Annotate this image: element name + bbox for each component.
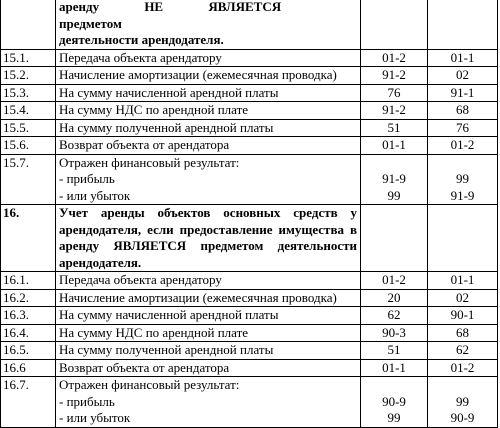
- section-header-continuation: [1, 0, 498, 49]
- entry-debit: 51: [361, 342, 428, 360]
- section-header-row: [1, 205, 498, 272]
- entry-description: Возврат объекта от арендатора: [56, 137, 361, 155]
- entry-row: [1, 272, 498, 290]
- entry-number: 15.2.: [1, 67, 56, 85]
- entry-row: [1, 84, 498, 102]
- entry-description: На сумму НДС по арендной плате: [56, 324, 361, 342]
- result-loss-credit: 91-9: [450, 187, 475, 203]
- result-profit-debit: 91-9: [382, 171, 406, 186]
- entry-description: На сумму полученной арендной платы: [56, 342, 361, 360]
- blank-line: [431, 155, 494, 172]
- entry-row: [1, 307, 498, 325]
- entry-description: [56, 154, 361, 205]
- entry-number: 15.7.: [1, 154, 56, 205]
- entry-credit: 02: [428, 67, 498, 85]
- entry-number: 16.2.: [1, 289, 56, 307]
- result-profit-credit: 99: [456, 171, 469, 186]
- entry-credit: 62: [428, 342, 498, 360]
- entry-credit: 76: [428, 119, 498, 137]
- result-loss-debit: 99: [387, 410, 401, 425]
- entry-number: 16.7.: [1, 377, 56, 428]
- entry-credit: 02: [428, 289, 498, 307]
- entry-debit: 51: [361, 119, 428, 137]
- section-number: 16.: [1, 205, 56, 272]
- entry-number: 16.5.: [1, 342, 56, 360]
- entry-credit: 90-1: [428, 307, 498, 325]
- entry-description: Передача объекта арендатору: [56, 49, 361, 67]
- entry-credit: 01-1: [428, 49, 498, 67]
- blank-line: [431, 377, 494, 394]
- entry-row: [1, 119, 498, 137]
- entry-credit: 68: [428, 102, 498, 120]
- entry-description: На сумму начисленной арендной платы: [56, 84, 361, 102]
- debit-cell: [361, 0, 428, 49]
- section-header-line: аренду НЕ ЯВЛЯЕТСЯ предметом: [59, 0, 282, 31]
- entry-number: 16.1.: [1, 272, 56, 290]
- entry-credit: [428, 154, 498, 205]
- entry-description: Возврат объекта от арендатора: [56, 359, 361, 377]
- entry-description: Начисление амортизации (ежемесячная проводка): [56, 289, 361, 307]
- entry-row: [1, 289, 498, 307]
- entry-row: [1, 137, 498, 155]
- entry-number: 15.1.: [1, 49, 56, 67]
- entry-debit: 01-2: [361, 272, 428, 290]
- debit-cell: [361, 205, 428, 272]
- entry-debit: [361, 377, 428, 428]
- entry-credit: 91-1: [428, 84, 498, 102]
- result-profit-label: - прибыль: [59, 393, 115, 409]
- entry-debit: 91-2: [361, 67, 428, 85]
- entry-credit: 01-2: [428, 359, 498, 377]
- entry-debit: 91-2: [361, 102, 428, 120]
- financial-result-row: [1, 154, 498, 205]
- result-profit-debit: 90-9: [382, 393, 406, 409]
- entry-description: [56, 377, 361, 428]
- entry-debit: 62: [361, 307, 428, 325]
- result-title: Отражен финансовый результат:: [59, 154, 240, 170]
- entry-description: На сумму начисленной арендной платы: [56, 307, 361, 325]
- section-header-text: [56, 0, 361, 49]
- entry-description: На сумму НДС по арендной плате: [56, 102, 361, 120]
- blank-line: [364, 155, 424, 172]
- entry-number: 16.6: [1, 359, 56, 377]
- entry-description: На сумму полученной арендной платы: [56, 119, 361, 137]
- entry-row: [1, 324, 498, 342]
- credit-cell: [428, 205, 498, 272]
- result-loss-credit: 90-9: [450, 410, 475, 425]
- entry-credit: 68: [428, 324, 498, 342]
- result-loss-debit: 99: [387, 187, 401, 203]
- result-profit-label: - прибыль: [59, 171, 115, 186]
- entry-credit: 01-2: [428, 137, 498, 155]
- entry-debit: [361, 154, 428, 205]
- result-title: Отражен финансовый результат:: [59, 377, 240, 392]
- entry-row: [1, 67, 498, 85]
- entry-number: 15.4.: [1, 102, 56, 120]
- result-loss-label: - или убыток: [59, 187, 131, 203]
- entry-description: Начисление амортизации (ежемесячная проводка): [56, 67, 361, 85]
- entries-table-body: [1, 0, 498, 427]
- entry-number: 16.4.: [1, 324, 56, 342]
- entry-row: [1, 102, 498, 120]
- section-header-text: Учет аренды объектов основных средств у арендодателя, если предоставление имущества в аренду ЯВЛЯЕТСЯ предметом деятельности арендодателя.: [56, 205, 361, 272]
- entry-debit: 01-1: [361, 359, 428, 377]
- entry-debit: 01-1: [361, 137, 428, 155]
- entry-debit: 20: [361, 289, 428, 307]
- section-header-line: деятельности арендодателя.: [59, 32, 224, 47]
- blank-line: [364, 377, 424, 394]
- entry-credit: 01-1: [428, 272, 498, 290]
- entry-debit: 76: [361, 84, 428, 102]
- entry-row: [1, 49, 498, 67]
- credit-cell: [428, 0, 498, 49]
- entry-number: 16.3.: [1, 307, 56, 325]
- entry-debit: 90-3: [361, 324, 428, 342]
- entry-number: 15.6.: [1, 137, 56, 155]
- entry-number: 15.5.: [1, 119, 56, 137]
- entry-row: [1, 359, 498, 377]
- entry-debit: 01-2: [361, 49, 428, 67]
- section-number-cell: [1, 0, 56, 49]
- financial-result-row: [1, 377, 498, 428]
- result-loss-label: - или убыток: [59, 410, 131, 425]
- result-profit-credit: 99: [456, 393, 469, 409]
- entry-credit: [428, 377, 498, 428]
- entry-number: 15.3.: [1, 84, 56, 102]
- entry-description: Передача объекта арендатору: [56, 272, 361, 290]
- entry-row: [1, 342, 498, 360]
